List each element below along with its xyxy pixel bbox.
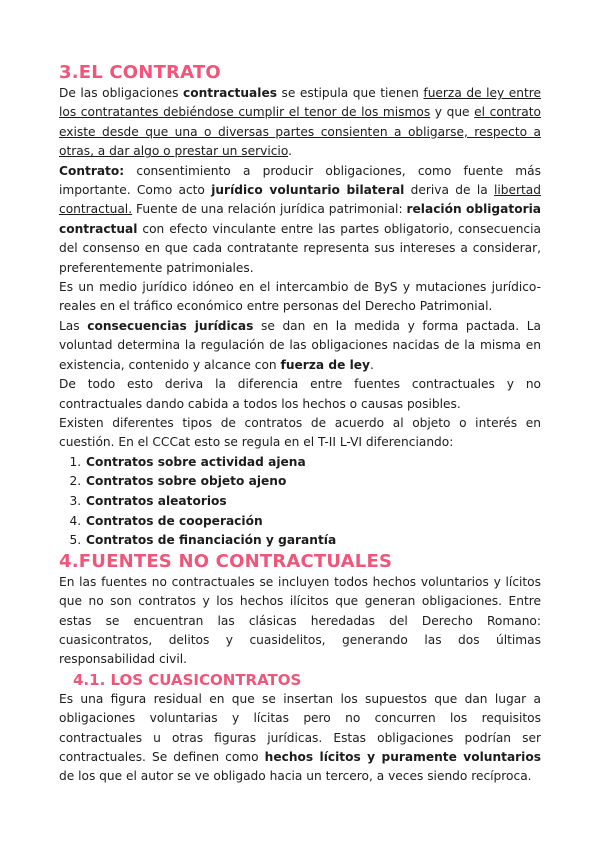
subsection-heading-cuasicontratos: 4.1. LOS CUASICONTRATOS — [73, 670, 302, 689]
underline-contrato-existe: el contrato existe desde que una o diversas partes consienten a obligarse, respecto a otras, a dar algo o prestar un servicio — [59, 105, 541, 159]
list-item: 2. Contratos sobre objeto ajeno — [85, 472, 541, 492]
contract-types-list — [59, 453, 541, 551]
underline-libertad-contractual: libertad contractual. — [59, 183, 541, 217]
bold-fuerza-de-ley: fuerza de ley — [280, 357, 370, 372]
bold-hechos-licitos: hechos lícitos y puramente voluntarios — [264, 749, 541, 764]
bold-juridico-voluntario: jurídico voluntario bilateral — [211, 183, 405, 198]
bold-contrato: Contrato: — [59, 163, 125, 178]
list-item: 5. Contratos de financiación y garantía — [85, 531, 541, 551]
document-page — [59, 62, 541, 787]
bold-relacion-obligatoria: relación obligatoria contractual — [59, 202, 541, 236]
underline-fuerza-de-ley: fuerza de ley entre los contratantes debiéndose cumplir el tenor de los mismos — [59, 86, 541, 120]
list-item: 3. Contratos aleatorios — [85, 492, 541, 512]
paragraph-obligaciones-contractuales: De las obligaciones contractuales se estipula que tienen fuerza de ley entre los contratantes debiéndose cumplir el tenor de los mismos y que el contrato existe desde que una o diversas partes consienten a obligarse, respecto a otras, a dar algo o prestar un servicio. — [59, 86, 541, 159]
paragraph-tipos-contratos: Existen diferentes tipos de contratos de acuerdo al objeto o interés en cuestión. En el CCCat esto se regula en el T-II L-VI diferenciando: — [59, 415, 541, 450]
paragraph-cuasicontratos: Es una figura residual en que se insertan los supuestos que dan lugar a obligaciones voluntarias y lícitas pero no concurren los requisitos contractuales u otras figuras jurídicas. Estas obligaciones podrían ser contractuales. Se definen como hechos lícitos y puramente voluntarios de los que el autor se ve obligado hacia un tercero, a veces siendo recíproca. — [59, 691, 541, 784]
paragraph-fuentes-no-contractuales: En las fuentes no contractuales se incluyen todos hechos voluntarios y lícitos que no son contratos y los hechos ilícitos que generan obligaciones. Entre estas se encuentran las clásicas heredadas del Derecho Romano: cuasicontratos, delitos y cuasidelitos, generando las dos últimas responsabilidad civil. — [59, 574, 541, 667]
section-heading-el-contrato: 3.EL CONTRATO — [59, 62, 221, 83]
section-heading-fuentes-no-contractuales: 4.FUENTES NO CONTRACTUALES — [59, 550, 393, 572]
bold-contractuales: contractuales — [182, 86, 277, 100]
list-item: 1. Contratos sobre actividad ajena — [85, 453, 541, 473]
list-item: 4. Contratos de cooperación — [85, 512, 541, 532]
paragraph-contrato-definicion: Contrato: consentimiento a producir obligaciones, como fuente más importante. Como acto jurídico voluntario bilateral deriva de la libertad contractual. Fuente de una relación jurídica patrimonial: relación obligatoria contractual con efecto vinculante entre las partes obligatorio, consecuencia del consenso en que cada contratante representa sus intereses a considerar, preferentemente patrimoniales. — [59, 163, 541, 275]
paragraph-medio-juridico: Es un medio jurídico idóneo en el intercambio de ByS y mutaciones jurídico-reales en el tráfico económico entre personas del Derecho Patrimonial. — [59, 280, 541, 314]
paragraph-diferencia-fuentes: De todo esto deriva la diferencia entre fuentes contractuales y no contractuales dando cabida a todos los hechos o causas posibles. — [59, 377, 541, 411]
bold-consecuencias: consecuencias jurídicas — [87, 318, 254, 333]
paragraph-consecuencias-juridicas: Las consecuencias jurídicas se dan en la medida y forma pactada. La voluntad determina la regulación de las obligaciones nacidas de la misma en existencia, contenido y alcance con fuerza de ley. — [59, 318, 541, 372]
